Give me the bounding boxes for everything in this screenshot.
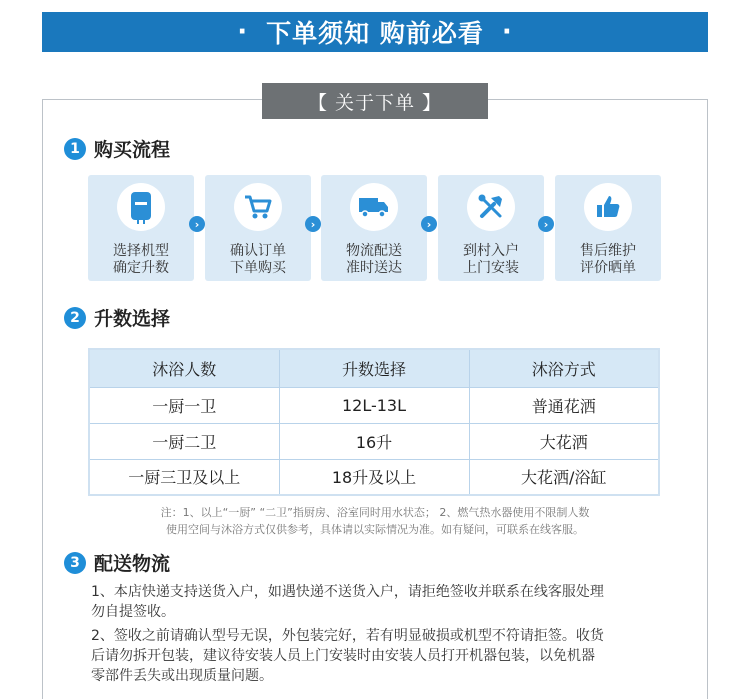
chevron-right-icon: › xyxy=(421,216,437,232)
step-installation xyxy=(438,175,544,281)
table-cell: 一厨一卫 xyxy=(89,387,279,423)
table-cell: 16升 xyxy=(279,423,469,459)
section-purchase-process-header xyxy=(64,135,170,162)
banner-title: 下单须知 购前必看 xyxy=(266,19,484,48)
thumbs-up-icon xyxy=(584,183,632,231)
capacity-table xyxy=(88,348,660,496)
step-confirm-order xyxy=(205,175,311,281)
delivery-truck-icon xyxy=(350,183,398,231)
banner-dot-right: · xyxy=(501,17,513,47)
para-line: 后请勿拆开包装，建议待安装人员上门安装时由安装人员打开机器包装，以免机器 xyxy=(91,648,595,664)
section-title: 配送物流 xyxy=(94,553,171,575)
table-header: 升数选择 xyxy=(279,349,469,387)
section-number: 3 xyxy=(64,552,86,574)
para-line: 2、签收之前请确认型号无误，外包装完好，若有明显破损或机型不符请拒签。收货 xyxy=(91,628,604,644)
table-row xyxy=(89,423,659,459)
section-title: 升数选择 xyxy=(94,308,171,330)
banner-dot-left: · xyxy=(237,17,249,47)
chevron-right-icon: › xyxy=(189,216,205,232)
table-cell: 一厨三卫及以上 xyxy=(89,459,279,495)
step-label-line2: 准时送达 xyxy=(346,260,402,276)
section-number: 1 xyxy=(64,138,86,160)
delivery-paragraph-1 xyxy=(91,582,641,622)
table-header-row xyxy=(89,349,659,387)
table-cell: 普通花洒 xyxy=(469,387,659,423)
step-after-sales xyxy=(555,175,661,281)
step-label-line2: 上门安装 xyxy=(463,260,519,276)
note-line2: 使用空间与沐浴方式仅供参考，具体请以实际情况为准。如有疑问，可联系在线客服。 xyxy=(166,523,584,536)
table-cell: 12L-13L xyxy=(279,387,469,423)
para-line: 零部件丢失或出现质量问题。 xyxy=(91,668,273,684)
section-capacity-header xyxy=(64,304,170,331)
table-row xyxy=(89,459,659,495)
section-number: 2 xyxy=(64,307,86,329)
table-cell: 大花洒 xyxy=(469,423,659,459)
section-delivery-header xyxy=(64,549,170,576)
water-heater-icon xyxy=(117,183,165,231)
table-row xyxy=(89,387,659,423)
chevron-right-icon: › xyxy=(538,216,554,232)
table-cell: 大花洒/浴缸 xyxy=(469,459,659,495)
table-cell: 一厨二卫 xyxy=(89,423,279,459)
step-label-line1: 确认订单 xyxy=(230,243,286,259)
top-banner xyxy=(42,12,708,52)
process-steps xyxy=(88,175,662,281)
capacity-note xyxy=(110,504,640,538)
step-label-line1: 选择机型 xyxy=(113,243,169,259)
para-line: 勿自提签收。 xyxy=(91,604,175,620)
step-label-line2: 评价晒单 xyxy=(580,260,636,276)
step-label-line1: 物流配送 xyxy=(346,243,402,259)
step-label-line1: 到村入户 xyxy=(463,243,519,259)
tools-icon xyxy=(467,183,515,231)
table-cell: 18升及以上 xyxy=(279,459,469,495)
table-header: 沐浴方式 xyxy=(469,349,659,387)
table-header: 沐浴人数 xyxy=(89,349,279,387)
note-line1: 注：1、以上“一厨” “二卫”指厨房、浴室同时用水状态； 2、燃气热水器使用不限制人数 xyxy=(160,506,590,519)
section-title: 购买流程 xyxy=(94,139,171,161)
step-label-line1: 售后维护 xyxy=(580,243,636,259)
delivery-paragraph-2 xyxy=(91,626,641,686)
chevron-right-icon: › xyxy=(305,216,321,232)
step-label-line2: 下单购买 xyxy=(230,260,286,276)
panel-tab: 【 关于下单 】 xyxy=(262,83,488,119)
step-choose-model xyxy=(88,175,194,281)
para-line: 1、本店快递支持送货入户，如遇快递不送货入户，请拒绝签收并联系在线客服处理 xyxy=(91,584,604,600)
step-label-line2: 确定升数 xyxy=(113,260,169,276)
step-logistics xyxy=(321,175,427,281)
shopping-cart-icon xyxy=(234,183,282,231)
